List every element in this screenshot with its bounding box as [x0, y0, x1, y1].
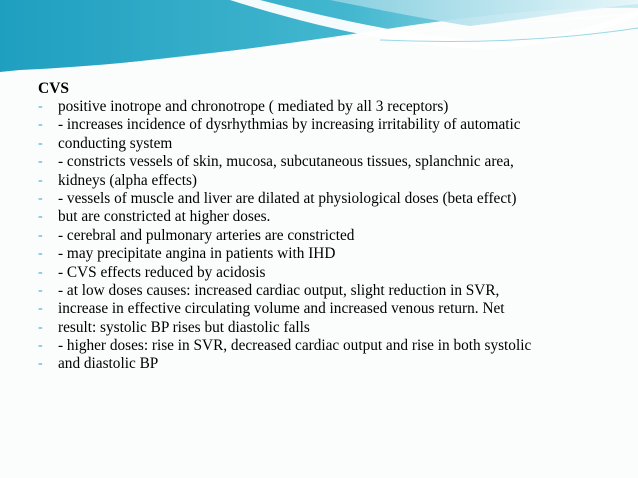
bullet-text: - CVS effects reduced by acidosis: [58, 263, 266, 281]
bullet-text: and diastolic BP: [58, 355, 159, 373]
bullet-item: [38, 319, 628, 337]
bullet-text: result: systolic BP rises but diastolic falls: [58, 318, 310, 336]
bullet-dash-icon: -: [38, 154, 43, 170]
bullet-text: - cerebral and pulmonary arteries are constricted: [58, 226, 355, 244]
bullet-item: [38, 98, 628, 116]
bullet-item: [38, 245, 628, 263]
bullet-text: increase in effective circulating volume and increased venous return. Net: [58, 300, 505, 318]
bullet-text: kidneys (alpha effects): [58, 171, 198, 189]
bullet-item: [38, 264, 628, 282]
bullet-dash-icon: -: [38, 301, 43, 317]
bullet-dash-icon: -: [38, 209, 43, 225]
bullet-item: [38, 282, 628, 300]
header-wave-decoration: [0, 0, 638, 72]
bullet-item: [38, 227, 628, 245]
bullet-item: [38, 208, 628, 226]
bullet-text: positive inotrope and chronotrope ( mediated by all 3 receptors): [58, 98, 449, 115]
bullet-text: - at low doses causes: increased cardiac output, slight reduction in SVR,: [58, 281, 500, 299]
bullet-text: - higher doses: rise in SVR, decreased cardiac output and rise in both systolic: [58, 337, 532, 355]
bullet-dash-icon: -: [38, 172, 43, 188]
slide-heading: CVS: [38, 80, 70, 97]
slide-content: [38, 79, 628, 374]
bullet-item: [38, 337, 628, 355]
bullet-item: [38, 300, 628, 318]
bullet-item: [38, 190, 628, 208]
bullet-text: - increases incidence of dysrhythmias by increasing irritability of automatic: [58, 116, 521, 134]
bullet-dash-icon: -: [38, 190, 43, 206]
bullet-dash-icon: -: [38, 227, 43, 243]
bullet-dash-icon: -: [38, 282, 43, 298]
bullet-dash-icon: -: [38, 99, 43, 114]
bullet-item: [38, 172, 628, 190]
bullet-list: [38, 98, 628, 374]
bullet-dash-icon: -: [38, 356, 43, 372]
bullet-item: [38, 355, 628, 373]
bullet-dash-icon: -: [38, 135, 43, 151]
bullet-dash-icon: -: [38, 117, 43, 133]
bullet-dash-icon: -: [38, 338, 43, 354]
bullet-text: - vessels of muscle and liver are dilated at physiological doses (beta effect): [58, 189, 517, 207]
bullet-item: [38, 116, 628, 134]
bullet-text: - may precipitate angina in patients with IHD: [58, 245, 336, 263]
bullet-item: [38, 153, 628, 171]
bullet-text: - constricts vessels of skin, mucosa, subcutaneous tissues, splanchnic area,: [58, 153, 514, 171]
bullet-text: but are constricted at higher doses.: [58, 208, 271, 226]
bullet-dash-icon: -: [38, 246, 43, 262]
bullet-dash-icon: -: [38, 319, 43, 335]
bullet-item: [38, 135, 628, 153]
bullet-text: conducting system: [58, 134, 173, 152]
bullet-dash-icon: -: [38, 264, 43, 280]
